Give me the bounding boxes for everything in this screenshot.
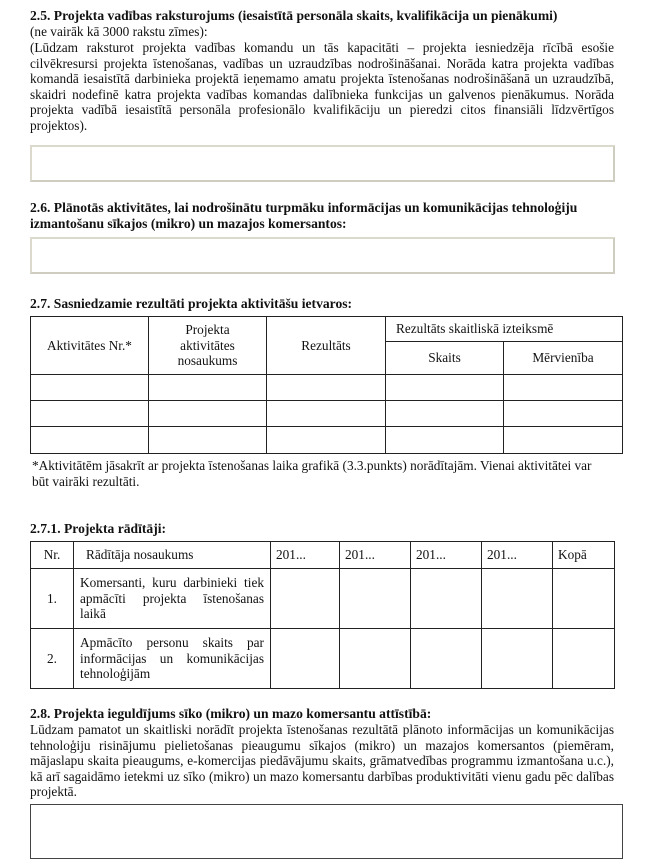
- cell-activity-no[interactable]: [31, 427, 149, 454]
- cell-result[interactable]: [267, 427, 386, 454]
- cell-count[interactable]: [386, 427, 504, 454]
- indicators-table: [30, 541, 615, 689]
- cell-nr: 1.: [31, 569, 74, 629]
- table-row: [31, 375, 623, 401]
- section-2-7-footnote: *Aktivitātēm jāsakrīt ar projekta īstenošanas laika grafikā (3.3.punkts) norādītajām. Vienai aktivitātei var būt vairāki rezultāti.: [32, 458, 592, 489]
- cell-year-1[interactable]: [271, 569, 340, 629]
- cell-year-1[interactable]: [271, 629, 340, 689]
- cell-activity-no[interactable]: [31, 375, 149, 401]
- section-2-5-limit: (ne vairāk kā 3000 rakstu zīmes):: [30, 24, 208, 39]
- table-row: [31, 629, 615, 689]
- header-year-1: 201...: [271, 542, 340, 569]
- header-numeric-group: Rezultāts skaitliskā izteiksmē: [386, 317, 623, 342]
- section-2-8-input[interactable]: [30, 804, 623, 859]
- table-row: [31, 401, 623, 427]
- cell-nr: 2.: [31, 629, 74, 689]
- cell-indicator-name: Komersanti, kuru darbinieki tiek apmācīti projekta īstenošanas laikā: [74, 569, 271, 629]
- section-2-6-title: 2.6. Plānotās aktivitātes, lai nodrošinātu turpmāku informācijas un komunikācijas tehnoloģiju izmantošanu sīkajos (mikro) un mazajos komersantos:: [30, 200, 578, 231]
- section-2-8-instruction: Lūdzam pamatot un skaitliski norādīt projekta īstenošanas rezultātā plānoto informācijas un komunikācijas tehnoloģiju risinājumu pielietošanas pieaugumu sīkajos (mikro) un mazajos komersantos (piemēram, mājaslapu skaita pieaugums, e-komercijas piedāvājumu skaits, grāmatvedības programmu izmantošana u.c.), kā arī sagaidāmo ietekmi uz sīko (mikro) un mazo komersantu darbības produktivitāti vienu gadu pēc dalības projektā.: [30, 722, 614, 800]
- header-nr: Nr.: [31, 542, 74, 569]
- cell-total[interactable]: [553, 629, 615, 689]
- cell-activity-name[interactable]: [149, 427, 267, 454]
- header-indicator-name: Rādītāja nosaukums: [74, 542, 271, 569]
- cell-activity-name[interactable]: [149, 401, 267, 427]
- section-2-7-title: 2.7. Sasniedzamie rezultāti projekta aktivitāšu ietvaros:: [30, 296, 353, 311]
- header-activity-no: Aktivitātes Nr.*: [31, 317, 149, 375]
- header-result: Rezultāts: [267, 317, 386, 375]
- section-2-5-input[interactable]: [30, 145, 615, 182]
- table-row: [31, 569, 615, 629]
- cell-year-2[interactable]: [340, 629, 411, 689]
- section-2-6-input[interactable]: [30, 237, 615, 274]
- cell-count[interactable]: [386, 375, 504, 401]
- header-unit: Mērvienība: [504, 342, 623, 375]
- header-count: Skaits: [386, 342, 504, 375]
- section-2-7-1-title: 2.7.1. Projekta rādītāji:: [30, 521, 167, 536]
- cell-unit[interactable]: [504, 375, 623, 401]
- section-2-8-title: 2.8. Projekta ieguldījums sīko (mikro) un mazo komersantu attīstībā:: [30, 706, 432, 721]
- cell-total[interactable]: [553, 569, 615, 629]
- cell-result[interactable]: [267, 401, 386, 427]
- section-2-5-title: 2.5. Projekta vadības raksturojums (iesaistītā personāla skaits, kvalifikācija un pienākumi): [30, 8, 558, 23]
- section-2-5-instruction: (Lūdzam raksturot projekta vadības komandu un tās kapacitāti – projekta iesniedzēja rīcībā esošie cilvēkresursi projekta īstenošanas, vadības un uzraudzības nodrošināšanai. Norāda katra projekta vadības komandā iesaistītā darbinieka projektā ieņemamo amatu projekta īstenošanas nodrošināšanā un uzraudzībā, skaidri nodefinē katra projekta vadības komandas dalībnieka funkcijas un galvenos pienākumus. Norāda projekta vadībā iesaistītā personāla profesionālo kvalifikāciju un pieredzi citos finansiāli līdzvērtīgos projektos).: [30, 40, 614, 133]
- header-year-4: 201...: [482, 542, 553, 569]
- cell-year-3[interactable]: [411, 629, 482, 689]
- cell-year-4[interactable]: [482, 629, 553, 689]
- results-table: [30, 316, 623, 454]
- cell-unit[interactable]: [504, 427, 623, 454]
- cell-count[interactable]: [386, 401, 504, 427]
- cell-result[interactable]: [267, 375, 386, 401]
- table-row: [31, 427, 623, 454]
- cell-year-4[interactable]: [482, 569, 553, 629]
- header-total: Kopā: [553, 542, 615, 569]
- cell-unit[interactable]: [504, 401, 623, 427]
- cell-activity-name[interactable]: [149, 375, 267, 401]
- cell-year-2[interactable]: [340, 569, 411, 629]
- cell-activity-no[interactable]: [31, 401, 149, 427]
- header-year-2: 201...: [340, 542, 411, 569]
- header-activity-name: Projekta aktivitātes nosaukums: [149, 317, 267, 375]
- header-year-3: 201...: [411, 542, 482, 569]
- cell-year-3[interactable]: [411, 569, 482, 629]
- cell-indicator-name: Apmācīto personu skaits par informācijas un komunikācijas tehnoloģijām: [74, 629, 271, 689]
